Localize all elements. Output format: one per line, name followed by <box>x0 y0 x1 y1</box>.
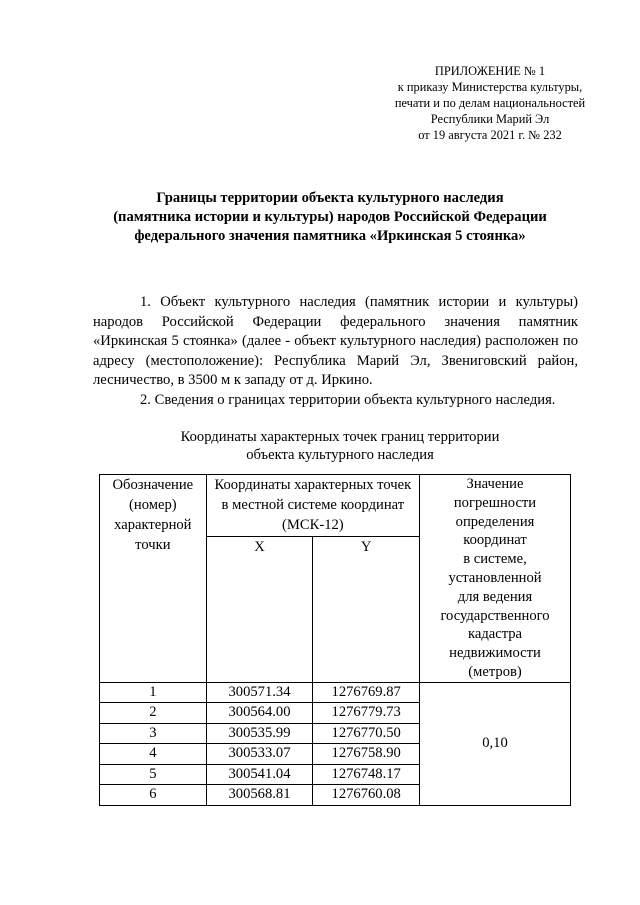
coordinates-table <box>99 474 571 806</box>
paragraph-2: 2. Сведения о границах территории объекта культурного наследия. <box>140 391 556 408</box>
point-number: 1 <box>100 682 207 703</box>
document-title <box>90 189 570 246</box>
point-number: 2 <box>100 703 207 724</box>
y-value: 1276748.17 <box>313 764 420 785</box>
header-x: X <box>206 536 313 682</box>
error-value: 0,10 <box>420 682 571 805</box>
y-value: 1276779.73 <box>313 703 420 724</box>
x-value: 300541.04 <box>206 764 313 785</box>
appendix-line: к приказу Министерства культуры, <box>397 80 583 94</box>
caption-line: объекта культурного наследия <box>246 447 434 463</box>
x-value: 300535.99 <box>206 723 313 744</box>
body-text <box>93 293 578 411</box>
header-coordinates: Координаты характерных точек в местной системе координат (МСК-12) <box>206 475 419 537</box>
y-value: 1276760.08 <box>313 785 420 806</box>
table-row <box>100 682 571 703</box>
header-error-value: Значение погрешности определения координат в системе, установленной для ведения государственного кадастра недвижимости (метров) <box>420 475 571 683</box>
appendix-line: печати и по делам национальностей <box>394 96 586 110</box>
title-line: Границы территории объекта культурного наследия <box>156 190 504 206</box>
y-value: 1276769.87 <box>313 682 420 703</box>
header-point-number: Обозначение (номер) характерной точки <box>100 475 207 683</box>
y-value: 1276770.50 <box>313 723 420 744</box>
x-value: 300568.81 <box>206 785 313 806</box>
x-value: 300533.07 <box>206 744 313 765</box>
title-line: федерального значения памятника «Иркинская 5 стоянка» <box>134 228 526 244</box>
point-number: 3 <box>100 723 207 744</box>
point-number: 5 <box>100 764 207 785</box>
point-number: 4 <box>100 744 207 765</box>
header-y: Y <box>313 536 420 682</box>
x-value: 300571.34 <box>206 682 313 703</box>
appendix-line: ПРИЛОЖЕНИЕ № 1 <box>434 64 546 78</box>
appendix-line: от 19 августа 2021 г. № 232 <box>418 128 562 142</box>
paragraph-1: 1. Объект культурного наследия (памятник истории и культуры) народов Российской Федерации федерального значения памятник «Иркинская 5 стоянка» (далее - объект культурного наследия) расположен по адресу (местоположение): Республика Марий Эл, Звениговский район, лесничество, в 3500 м к западу от д. Иркино. <box>93 294 578 389</box>
y-value: 1276758.90 <box>313 744 420 765</box>
table-caption <box>100 428 580 464</box>
appendix-block <box>380 63 600 143</box>
appendix-line: Республики Марий Эл <box>430 112 550 126</box>
point-number: 6 <box>100 785 207 806</box>
x-value: 300564.00 <box>206 703 313 724</box>
caption-line: Координаты характерных точек границ территории <box>180 429 500 445</box>
title-line: (памятника истории и культуры) народов Российской Федерации <box>113 209 547 225</box>
